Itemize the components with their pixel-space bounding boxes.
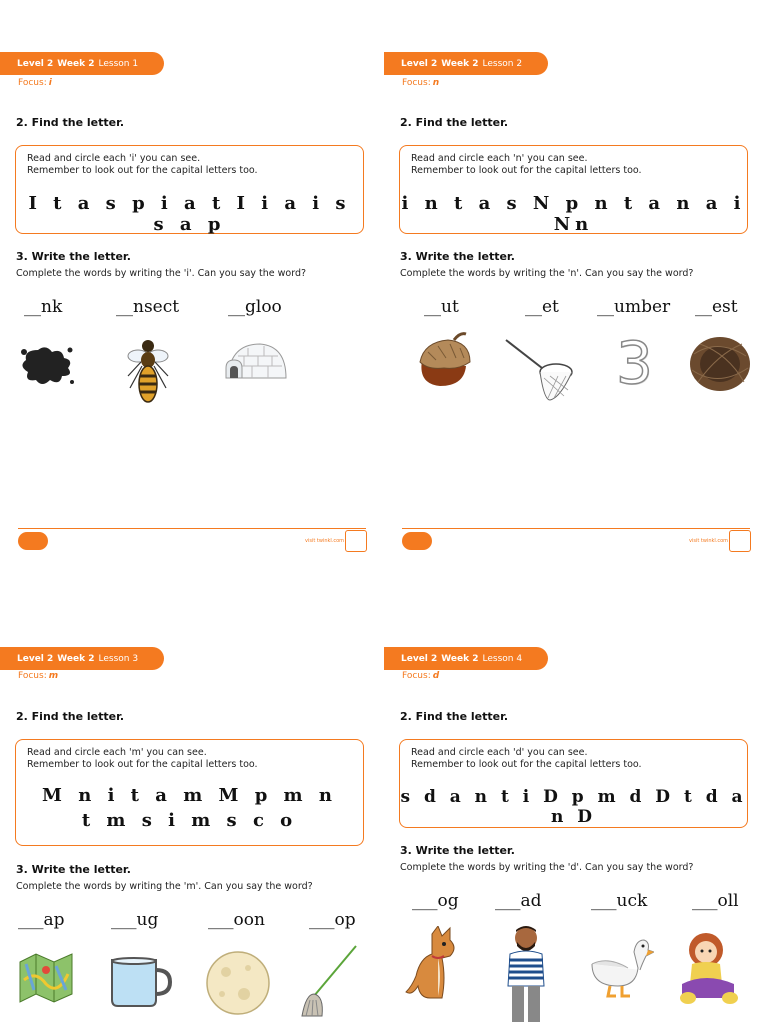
footer-url[interactable]: visit twinkl.com bbox=[689, 538, 729, 544]
find-letter-box: Read and circle each 'm' you can see. Remember to look out for the capital letters too. M n i t a m M p m n t m s i m s c o bbox=[15, 739, 364, 846]
focus-letter: n bbox=[432, 78, 440, 88]
letter-row[interactable]: s d a n t i D p m d D t d a n D bbox=[400, 787, 747, 827]
moon-icon bbox=[204, 950, 272, 1016]
write-heading: 3. Write the letter. bbox=[16, 250, 131, 263]
word-blank[interactable]: __gloo bbox=[228, 297, 282, 317]
badge-icon bbox=[345, 530, 367, 552]
acorn-icon bbox=[414, 332, 476, 388]
bee-icon bbox=[120, 336, 176, 408]
lesson-sheet-2 bbox=[384, 0, 768, 512]
write-heading: 3. Write the letter. bbox=[400, 250, 515, 263]
lesson-label: Lesson 4 bbox=[482, 653, 523, 664]
nest-icon bbox=[688, 334, 752, 394]
mug-icon bbox=[108, 956, 172, 1008]
doll-icon bbox=[678, 932, 744, 1006]
lesson-sheet-1 bbox=[0, 0, 384, 512]
lesson-banner bbox=[0, 647, 164, 670]
letter-row[interactable]: I t a s p i a t I i a i s s a p bbox=[28, 193, 351, 235]
word-blank[interactable]: ___ap bbox=[18, 910, 65, 930]
footer-rule bbox=[402, 528, 750, 529]
word-blank[interactable]: __umber bbox=[597, 297, 671, 317]
dad-icon bbox=[502, 924, 550, 1024]
word-blank[interactable]: __est bbox=[695, 297, 738, 317]
focus-line: Focus: m bbox=[18, 671, 59, 681]
badge-icon bbox=[729, 530, 751, 552]
focus-line: Focus: i bbox=[18, 78, 52, 88]
mop-icon bbox=[298, 944, 360, 1020]
lesson-banner bbox=[384, 52, 548, 75]
lesson-banner bbox=[384, 647, 548, 670]
footer-rule bbox=[18, 528, 366, 529]
lesson-label: Lesson 2 bbox=[482, 58, 523, 69]
word-blank[interactable]: __nsect bbox=[116, 297, 180, 317]
word-blank[interactable]: ___op bbox=[309, 910, 356, 930]
word-blank[interactable]: __nk bbox=[24, 297, 63, 317]
lesson-label: Lesson 1 bbox=[98, 58, 139, 69]
level-label: Level 2 bbox=[401, 653, 438, 664]
letter-row[interactable]: t m s i m s c o bbox=[81, 810, 298, 831]
write-instruction: Complete the words by writing the 'n'. Can you say the word? bbox=[400, 268, 694, 279]
level-label: Level 2 bbox=[17, 58, 54, 69]
week-label: Week 2 bbox=[441, 58, 479, 69]
find-heading: 2. Find the letter. bbox=[16, 710, 125, 723]
net-icon bbox=[504, 338, 576, 402]
igloo-icon bbox=[224, 340, 288, 382]
week-label: Week 2 bbox=[57, 653, 95, 664]
find-letter-box: Read and circle each 'd' you can see. Remember to look out for the capital letters too. s d a n t i D p m d D t d a n D bbox=[399, 739, 748, 828]
word-blank[interactable]: ___oon bbox=[208, 910, 265, 930]
word-blank[interactable]: ___ad bbox=[495, 891, 542, 911]
write-heading: 3. Write the letter. bbox=[400, 844, 515, 857]
find-letter-box: Read and circle each 'n' you can see. Remember to look out for the capital letters too. i n t a s N p n t a n a i Nn bbox=[399, 145, 748, 234]
number-three-icon: 3 bbox=[616, 329, 653, 397]
focus-line: Focus: n bbox=[402, 78, 440, 88]
write-heading: 3. Write the letter. bbox=[16, 863, 131, 876]
level-label: Level 2 bbox=[401, 58, 438, 69]
focus-letter: d bbox=[432, 671, 440, 681]
twinkl-logo-icon bbox=[402, 532, 432, 550]
lesson-banner bbox=[0, 52, 164, 75]
lesson-sheet-3 bbox=[0, 594, 384, 1024]
write-instruction: Complete the words by writing the 'm'. Can you say the word? bbox=[16, 881, 313, 892]
write-instruction: Complete the words by writing the 'd'. Can you say the word? bbox=[400, 862, 694, 873]
focus-letter: m bbox=[48, 671, 59, 681]
word-blank[interactable]: ___og bbox=[412, 891, 459, 911]
focus-line: Focus: d bbox=[402, 671, 440, 681]
map-icon bbox=[16, 950, 76, 1004]
word-blank[interactable]: __et bbox=[525, 297, 559, 317]
word-blank[interactable]: ___oll bbox=[692, 891, 739, 911]
dog-icon bbox=[402, 926, 468, 1004]
find-heading: 2. Find the letter. bbox=[400, 116, 509, 129]
focus-letter: i bbox=[48, 78, 52, 88]
week-label: Week 2 bbox=[441, 653, 479, 664]
write-instruction: Complete the words by writing the 'i'. Can you say the word? bbox=[16, 268, 307, 279]
twinkl-logo-icon bbox=[18, 532, 48, 550]
week-label: Week 2 bbox=[57, 58, 95, 69]
letter-row[interactable]: M n i t a m M p m n bbox=[42, 785, 337, 806]
find-heading: 2. Find the letter. bbox=[400, 710, 509, 723]
find-heading: 2. Find the letter. bbox=[16, 116, 125, 129]
level-label: Level 2 bbox=[17, 653, 54, 664]
word-blank[interactable]: __ut bbox=[424, 297, 459, 317]
lesson-label: Lesson 3 bbox=[98, 653, 139, 664]
word-blank[interactable]: ___ug bbox=[111, 910, 159, 930]
find-letter-box: Read and circle each 'i' you can see. Remember to look out for the capital letters too. I t a s p i a t I i a i s s a p bbox=[15, 145, 364, 234]
footer-url[interactable]: visit twinkl.com bbox=[305, 538, 345, 544]
letter-row[interactable]: i n t a s N p n t a n a i Nn bbox=[401, 193, 746, 235]
duck-icon bbox=[588, 934, 654, 998]
word-blank[interactable]: ___uck bbox=[591, 891, 648, 911]
ink-splat-icon bbox=[18, 342, 76, 388]
lesson-sheet-4 bbox=[384, 594, 768, 1024]
